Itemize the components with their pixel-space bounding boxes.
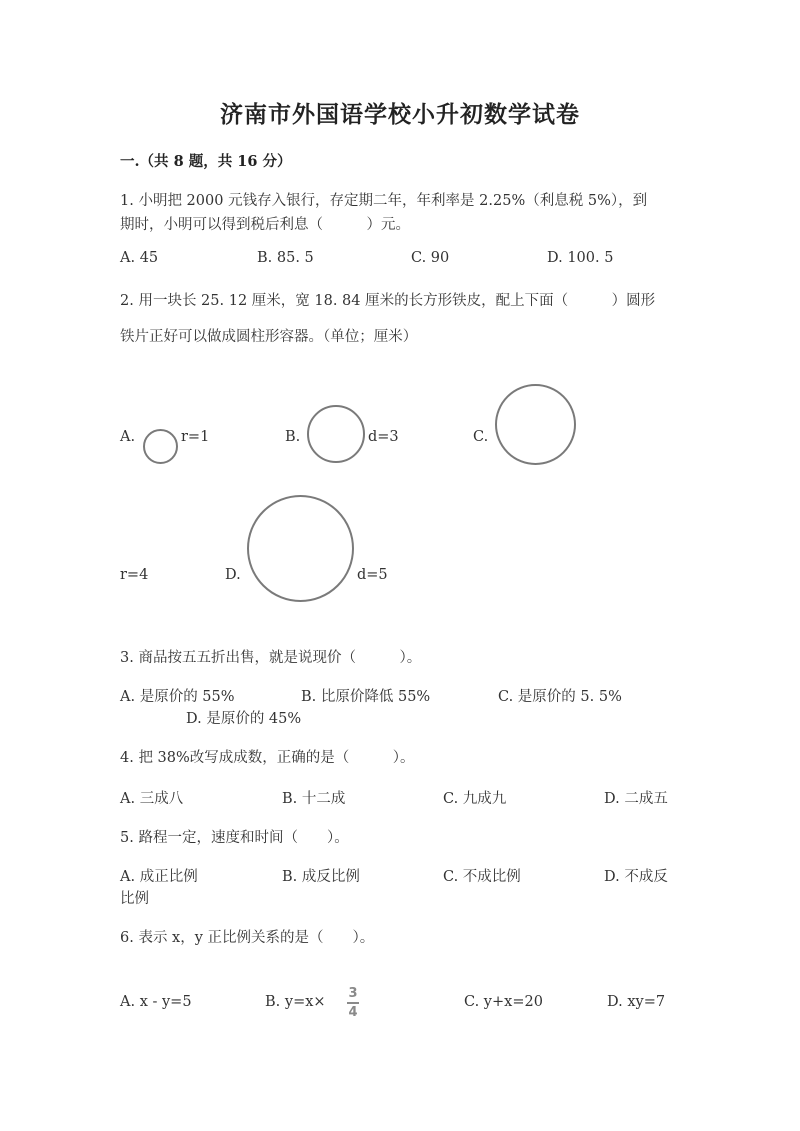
q4-text: 4. 把 38%改写成成数，正确的是（ ）。 xyxy=(120,750,415,766)
q4-option-a: A. 三成八 xyxy=(120,791,184,807)
q2-option-b-label: B. xyxy=(285,429,301,445)
q4-option-d: D. 二成五 xyxy=(604,791,668,807)
q5-option-d: D. 不成反 xyxy=(604,869,668,885)
fraction-denominator: 4 xyxy=(348,1004,358,1020)
q6-text: 6. 表示 x，y 正比例关系的是（ ）。 xyxy=(120,930,375,946)
q3-option-c: C. 是原价的 5. 5% xyxy=(498,689,622,705)
q2-option-c-label: C. xyxy=(473,429,489,445)
fraction-numerator: 3 xyxy=(348,986,358,1001)
q2-option-b-value: d=3 xyxy=(368,429,399,445)
q1-option-a: A. 45 xyxy=(120,250,159,266)
q2-circle-c xyxy=(495,384,576,465)
q5-option-d-continued: 比例 xyxy=(120,891,149,907)
q4-option-c: C. 九成九 xyxy=(443,791,507,807)
page-title: 济南市外国语学校小升初数学试卷 xyxy=(220,101,580,128)
fraction-bar xyxy=(347,1002,359,1004)
q2-text-line2: 铁片正好可以做成圆柱形容器。（单位；厘米） xyxy=(120,329,418,345)
q1-text-line1: 1. 小明把 2000 元钱存入银行，存定期二年，年利率是 2.25%（利息税 5%），到 xyxy=(120,193,648,209)
q5-option-c: C. 不成比例 xyxy=(443,869,521,885)
q2-option-a-label: A. xyxy=(120,429,136,445)
q2-option-c-value: r=4 xyxy=(120,567,149,583)
q3-text: 3. 商品按五五折出售，就是说现价（ ）。 xyxy=(120,650,422,666)
q2-circle-b xyxy=(307,405,365,463)
q6-option-b-fraction xyxy=(343,986,363,1020)
section-heading: 一.（共 8 题，共 16 分） xyxy=(120,153,292,170)
q6-option-d: D. xy=7 xyxy=(607,994,666,1010)
q1-text-line2: 期时，小明可以得到税后利息（ ）元。 xyxy=(120,217,410,233)
q5-option-a: A. 成正比例 xyxy=(120,869,198,885)
q5-option-b: B. 成反比例 xyxy=(282,869,360,885)
q2-text-line1: 2. 用一块长 25. 12 厘米，宽 18. 84 厘米的长方形铁皮，配上下面（ ）圆形 xyxy=(120,293,656,309)
q3-option-b: B. 比原价降低 55% xyxy=(301,689,431,705)
q4-option-b: B. 十二成 xyxy=(282,791,346,807)
q6-option-a: A. x - y=5 xyxy=(120,994,192,1010)
q6-option-b: B. y=x× xyxy=(265,994,326,1010)
q3-option-a: A. 是原价的 55% xyxy=(120,689,235,705)
q2-option-d-label: D. xyxy=(225,567,241,583)
q6-option-c: C. y+x=20 xyxy=(464,994,543,1010)
q1-option-d: D. 100. 5 xyxy=(547,250,614,266)
q2-option-d-value: d=5 xyxy=(357,567,388,583)
q1-option-b: B. 85. 5 xyxy=(257,250,314,266)
q2-circle-a xyxy=(143,429,178,464)
q1-option-c: C. 90 xyxy=(411,250,450,266)
q2-option-a-value: r=1 xyxy=(181,429,210,445)
q5-text: 5. 路程一定，速度和时间（ ）。 xyxy=(120,830,349,846)
q3-option-d: D. 是原价的 45% xyxy=(186,711,302,727)
q2-circle-d xyxy=(247,495,354,602)
